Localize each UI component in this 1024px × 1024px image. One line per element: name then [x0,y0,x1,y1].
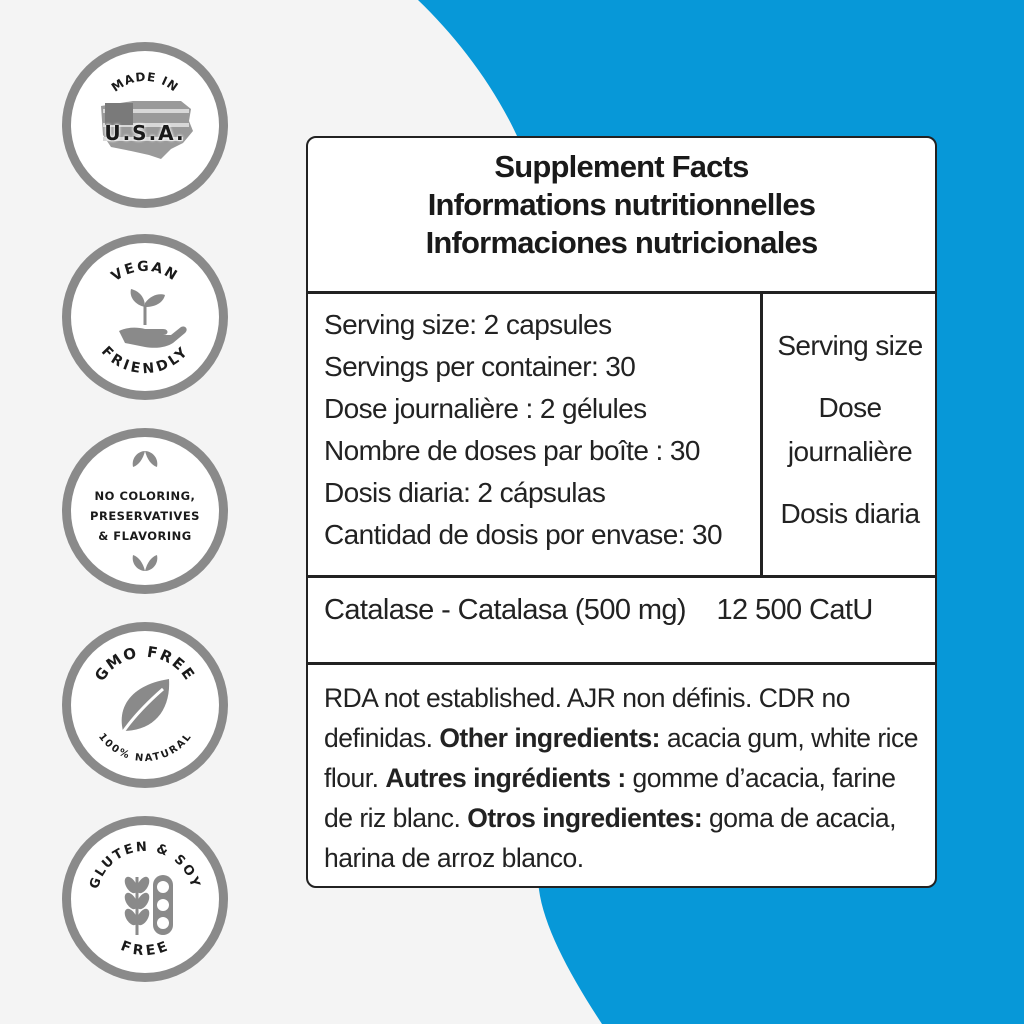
column-divider [760,291,763,577]
svg-text:MADE IN [109,70,181,95]
ingredient-row [324,594,924,627]
svg-text:100% NATURAL [96,731,194,764]
side-label: Dose [818,392,882,423]
svg-text:VEGAN [109,259,182,285]
gmo-free-badge [62,622,228,788]
serving-line: Dose journalière : 2 gélules [324,393,647,424]
side-label: journalière [787,436,913,467]
badge-bottom-text: FREE [118,938,172,960]
vegan-friendly-badge [62,234,228,400]
note-text: acacia gum, white rice flour. [324,723,919,793]
made-in-usa-badge [62,42,228,208]
title-line-en: Supplement Facts [494,149,749,184]
badge-line-1: NO COLORING, [94,489,196,503]
badge-line-3: & FLAVORING [98,529,192,543]
badge-line-2: PRESERVATIVES [90,509,200,523]
badge-top-text: MADE IN [108,69,182,95]
badge-bottom-text: 100% NATURAL [96,731,194,765]
divider [308,662,935,665]
supplement-facts-panel [306,136,937,888]
badge-center-text: U.S.A. [104,121,186,145]
otros-ingredientes-label: Otros ingredientes: [467,803,703,833]
serving-side-column [764,324,936,536]
badge-top-text: VEGAN [108,258,182,285]
side-label: Dosis diaria [780,498,920,529]
gluten-soy-free-badge [62,816,228,982]
note-text: gomme d’acacia, farine de riz blanc. [324,763,896,833]
other-ingredients-label: Other ingredients: [439,723,661,753]
note-text: goma de acacia, harina de arroz blanco. [324,803,897,873]
no-coloring-badge [62,428,228,594]
serving-line: Servings per container: 30 [324,351,636,382]
title-line-es: Informaciones nutricionales [425,225,818,260]
autres-ingredients-label: Autres ingrédients : [385,763,626,793]
badge-bottom-text: FRIENDLY [97,343,193,378]
ingredient-name: Catalase - Catalasa (500 mg) [324,594,686,626]
badge-top-text: GMO FREE [90,642,200,685]
serving-line: Nombre de doses par boîte : 30 [324,435,700,466]
svg-text:FREE [118,938,171,959]
serving-line: Cantidad de dosis por envase: 30 [324,519,722,550]
plant-in-hand-icon [119,289,187,348]
badge-top-text: GLUTEN & SOY [87,839,203,891]
divider [308,291,935,294]
serving-line: Dosis diaria: 2 cápsulas [324,477,606,508]
svg-text:GMO FREE [91,643,199,685]
ingredients-note [324,678,924,878]
note-text: RDA not established. AJR non définis. CDR no definidas. [324,683,850,753]
divider [308,575,935,578]
serving-info-block [324,304,754,556]
side-label: Serving size [777,330,923,361]
ingredient-amount: 12 500 CatU [716,594,873,626]
title-line-fr: Informations nutritionnelles [427,187,816,222]
leaf-icon [121,679,169,735]
wheat-soy-icon [122,875,173,935]
facts-title-block [308,148,935,262]
serving-line: Serving size: 2 capsules [324,309,612,340]
svg-text:FRIENDLY [98,344,192,378]
